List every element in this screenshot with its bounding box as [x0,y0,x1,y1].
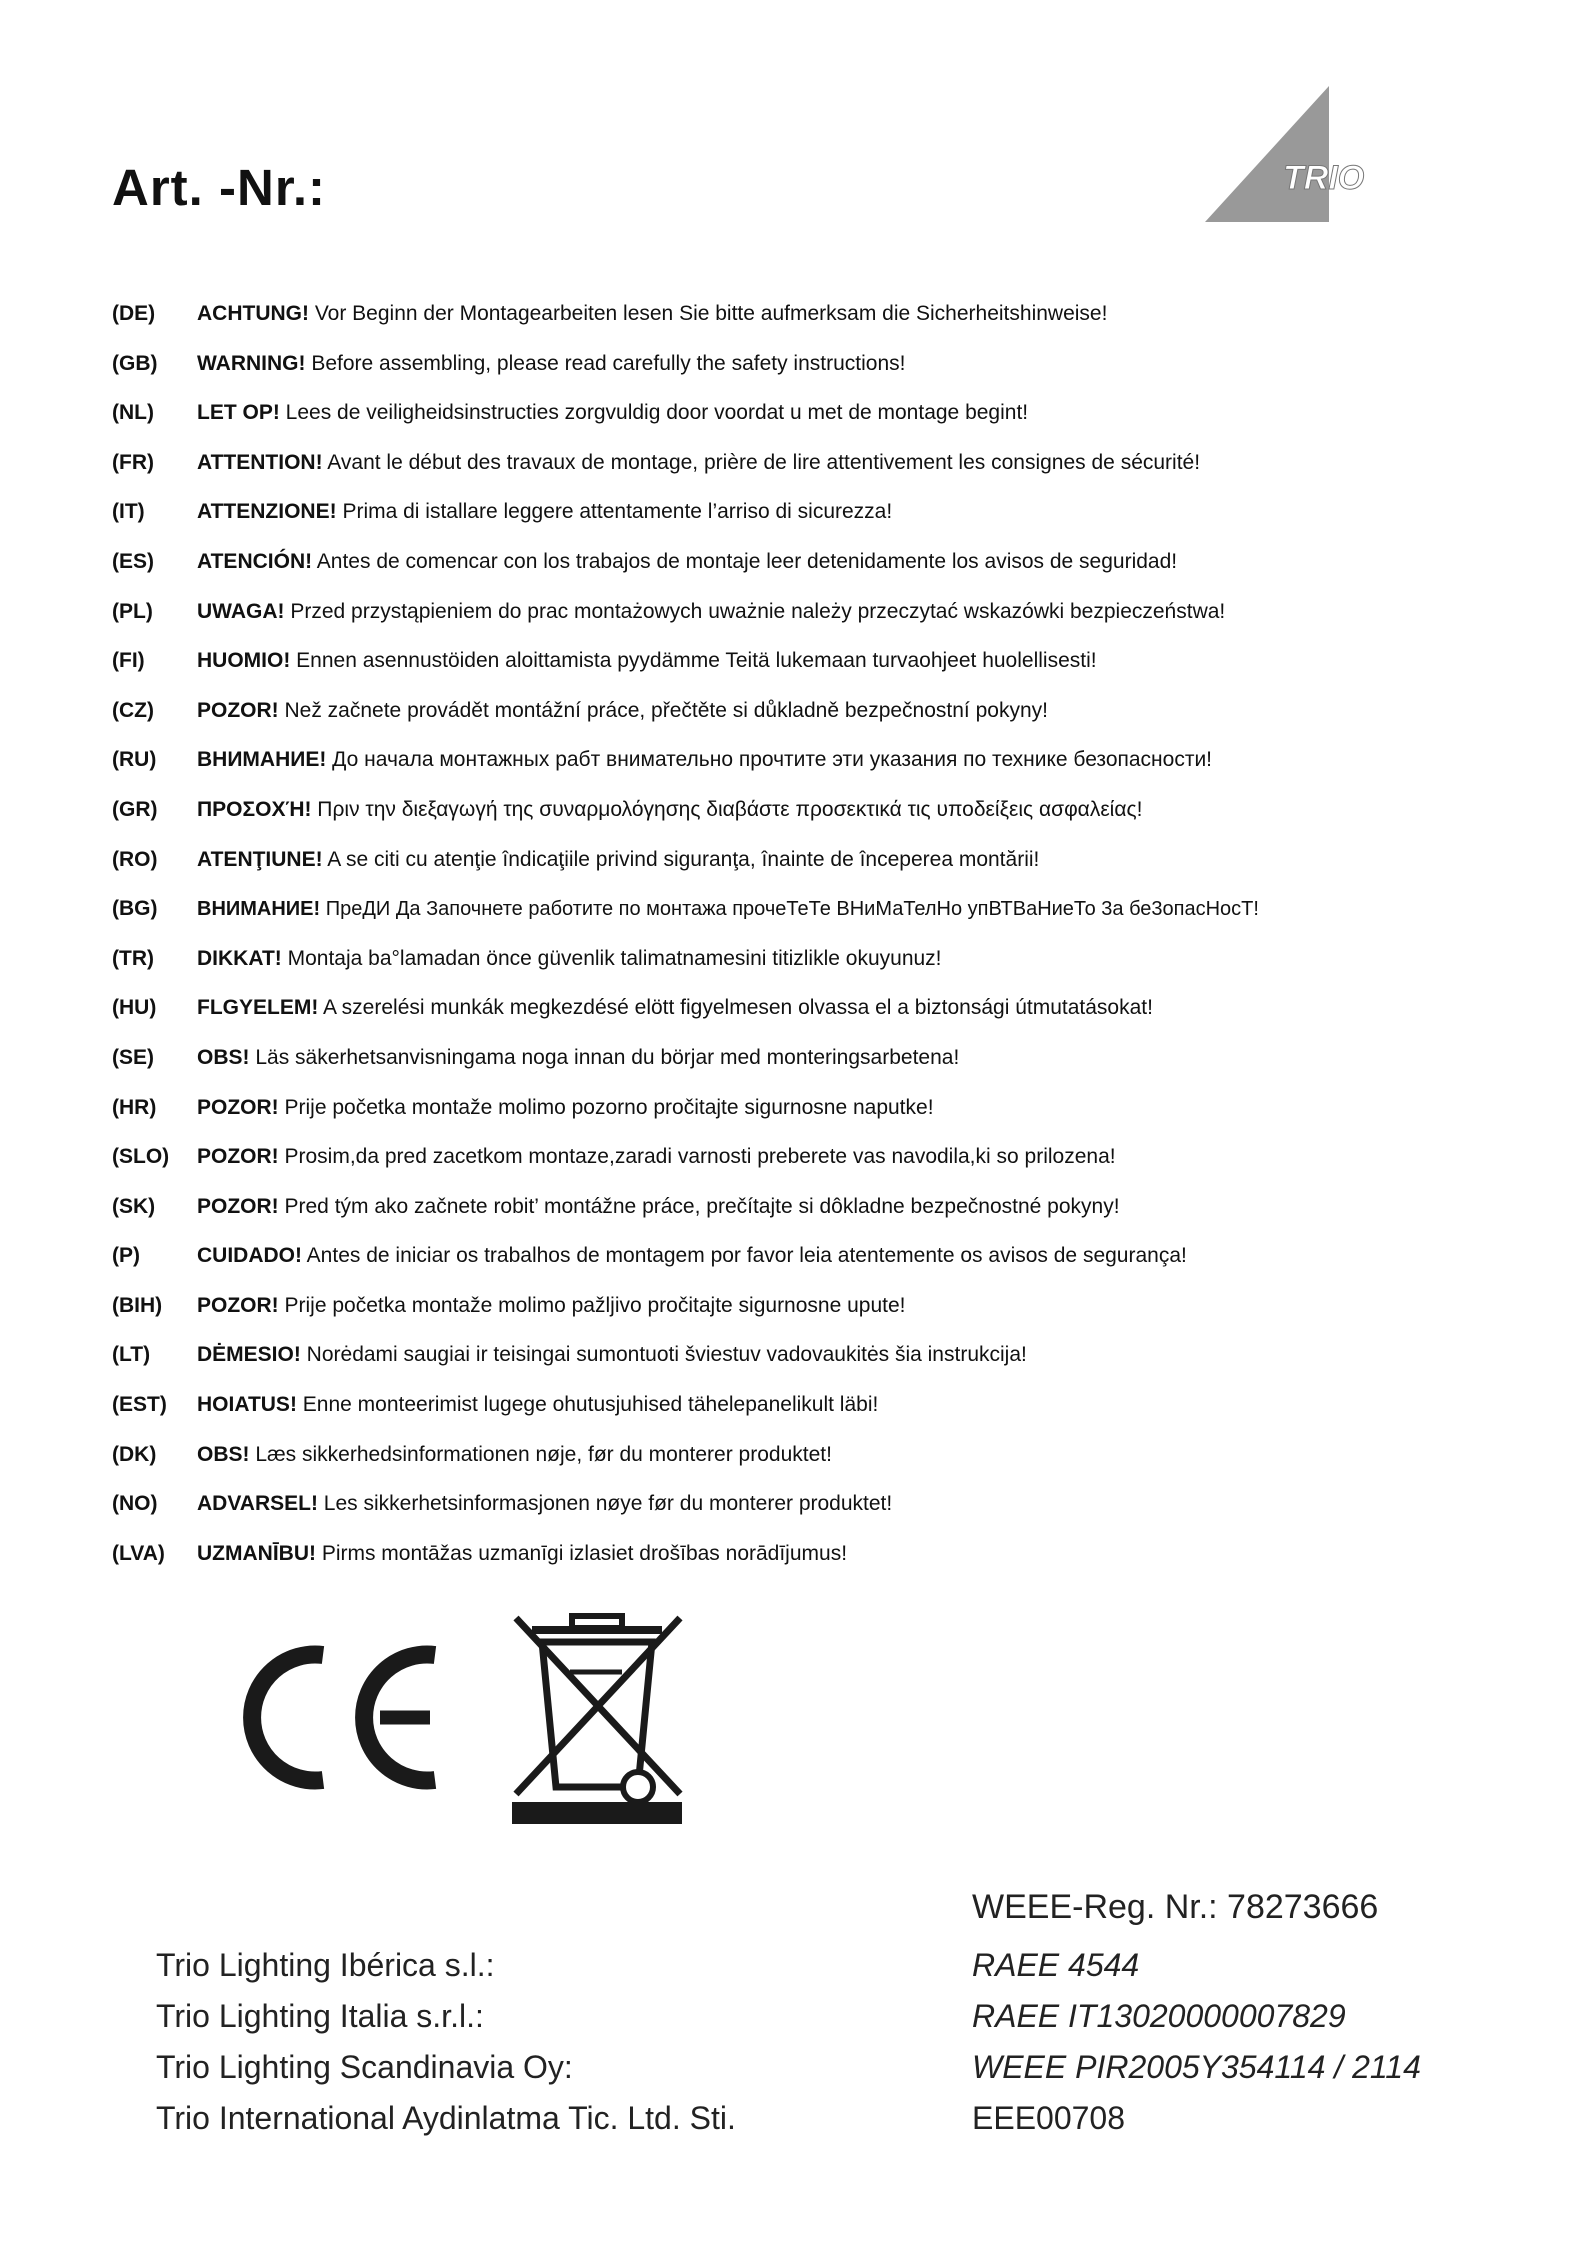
language-code: (PL) [112,599,153,623]
warning-message: Enne monteerimist lugege ohutusjuhised tähelepanelikult läbi! [296,1393,879,1417]
ce-letter-c [252,1655,323,1781]
warning-text [197,349,905,379]
warning-message: Läs säkerhetsanvisningama noga innan du börjar med monteringsarbetena! [249,1045,960,1069]
warning-keyword: HUOMIO! [197,649,291,673]
warning-keyword: HOIATUS! [197,1393,297,1417]
warning-keyword: ВНИМАНИЕ! [197,748,327,772]
warning-row-hu [112,993,1452,1043]
language-code: (P) [112,1244,140,1268]
warning-row-lt [112,1340,1452,1390]
warning-text [197,1043,959,1073]
warning-message: Vor Beginn der Montagearbeiten lesen Sie bitte aufmerksam die Sicherheitshinweise! [308,302,1108,325]
warning-message: Norėdami saugiai ir teisingai sumontuoti šviestuv vadovaukitės šia instrukcija! [300,1343,1027,1367]
warning-text [197,547,1177,577]
warning-row-gb [112,349,1452,399]
entity-name: Trio Lighting Ibérica s.l.: [156,1947,495,1983]
warning-text [197,993,1153,1023]
warning-message: Antes de comencar con los trabajos de montaje leer detenidamente los avisos de seguridad! [312,549,1178,573]
warning-row-sk [112,1192,1452,1242]
warning-row-de [112,299,1452,349]
bin-handle [572,1616,622,1628]
warning-message: Before assembling, please read carefully the safety instructions! [305,351,906,375]
warning-row-es [112,547,1452,597]
weee-crossed-bin-icon [510,1612,685,1824]
warning-message: Avant le début des travaux de montage, prière de lire attentivement les consignes de sécurité! [322,450,1201,474]
warning-row-pl [112,597,1452,647]
warning-row-hr [112,1093,1452,1143]
language-code: (GB) [112,351,158,375]
language-code: (GR) [112,797,158,821]
warning-text [197,1093,934,1123]
warning-text [197,448,1200,478]
warning-row-dk [112,1440,1452,1490]
warning-keyword: WARNING! [197,351,306,375]
warning-row-nl [112,398,1452,448]
warning-keyword: ATENŢIUNE! [197,847,323,871]
language-code: (LT) [112,1343,151,1367]
language-code: (LVA) [112,1541,165,1565]
warning-keyword: CUIDADO! [197,1244,302,1268]
warning-text [197,1390,878,1420]
language-code: (SK) [112,1194,156,1218]
warning-text [197,1440,832,1470]
warning-row-cz [112,696,1452,746]
warning-text [197,894,1259,924]
page-title: Art. -Nr.: [112,159,326,216]
language-code: (TR) [112,946,154,970]
warning-keyword: ATTENTION! [197,450,323,474]
warning-message: A se citi cu atenţie îndicaţiile privind siguranţa, înainte de începerea montării! [322,847,1040,871]
warning-row-fi [112,646,1452,696]
warning-row-fr [112,448,1452,498]
warning-keyword: DIKKAT! [197,946,282,970]
language-code: (RO) [112,847,158,871]
warning-text [197,1142,1116,1172]
warning-message: Prije početka montaže molimo pozorno pročitajte sigurnosne naputke! [278,1095,934,1119]
warning-message: Πριν την διεξαγωγή της συναρμολόγησης διαβάστε προσεκτικά τις υποδείξεις ασφαλείας! [311,797,1143,821]
bin-wheel [623,1772,653,1802]
warning-keyword: ADVARSEL! [197,1492,318,1516]
safety-warnings-list [112,299,1452,1588]
entity-registration: EEE00708 [972,2100,1126,2136]
warning-message: До начала монтажных рабт внимательно прочтите эти указания по технике безопасности! [326,748,1213,772]
warning-row-it [112,497,1452,547]
warning-row-lva [112,1539,1452,1589]
warning-message: Lees de veiligheidsinstructies zorgvuldig door voordat u met de montage begint! [279,401,1029,425]
language-code: (HU) [112,996,157,1020]
warning-keyword: ATTENZIONE! [197,500,337,524]
language-code: (SLO) [112,1145,170,1169]
warning-keyword: OBS! [197,1442,250,1466]
language-code: (CZ) [112,698,154,722]
weee-registration-number: WEEE-Reg. Nr.: 78273666 [972,1888,1379,1926]
warning-message: Prima di istallare leggere attentamente l’arriso di sicurezza! [336,500,893,524]
warning-keyword: ATENCIÓN! [197,549,313,573]
warning-text [197,1291,906,1321]
language-code: (FI) [112,649,145,673]
warning-text [197,1340,1027,1370]
warning-row-se [112,1043,1452,1093]
warning-row-no [112,1489,1452,1539]
warning-keyword: OBS! [197,1045,250,1069]
language-code: (ES) [112,549,154,573]
warning-message: Montaja ba°lamadan önce güvenlik talimatnamesini titizlikle okuyunuz! [281,946,942,970]
warning-row-tr [112,944,1452,994]
warning-text [197,646,1097,676]
warning-row-est [112,1390,1452,1440]
language-code: (BIH) [112,1293,163,1317]
entity-registration: RAEE IT13020000007829 [972,1998,1346,2034]
warning-text [197,497,892,527]
bin-underline-bar [512,1802,682,1824]
entity-name: Trio Lighting Scandinavia Oy: [156,2049,573,2085]
warning-keyword: FLGYELEM! [197,996,319,1020]
warning-message: Ennen asennustöiden aloittamista pyydämme Teitä lukemaan turvaohjeet huolellisesti! [290,649,1097,673]
warning-message: Prije početka montaže molimo pažljivo pročitajte sigurnosne upute! [278,1293,906,1317]
language-code: (HR) [112,1095,157,1119]
warning-text [197,1192,1120,1222]
language-code: (SE) [112,1045,154,1069]
language-code: (NO) [112,1492,158,1516]
entity-name: Trio Lighting Italia s.r.l.: [156,1998,484,2034]
warning-message: Než začnete provádět montážní práce, přečtěte si důkladně bezpečnostní pokyny! [278,698,1048,722]
warning-keyword: UZMANĪBU! [197,1541,316,1565]
warning-text [197,845,1039,875]
warning-text [197,398,1028,428]
logo-text: TRIO [1283,159,1365,197]
entity-registration: RAEE 4544 [972,1947,1140,1983]
warning-message: Antes de iniciar os trabalhos de montagem por favor leia atentemente os avisos de segurança! [302,1244,1187,1268]
warning-keyword: POZOR! [197,1145,279,1169]
language-code: (DE) [112,302,156,325]
warning-row-gr [112,795,1452,845]
warning-keyword: POZOR! [197,698,279,722]
language-code: (NL) [112,401,154,425]
entity-name: Trio International Aydinlatma Tic. Ltd. Sti. [156,2100,736,2136]
warning-row-ru [112,745,1452,795]
warning-text [197,597,1225,627]
warning-message: Prosim,da pred zacetkom montaze,zaradi varnosti preberete vas navodila,ki so prilozena! [278,1145,1116,1169]
language-code: (BG) [112,897,158,921]
warning-message: Pirms montāžas uzmanīgi izlasiet drošības norādījumus! [315,1541,848,1565]
warning-keyword: ΠΡΟΣΟΧΉ! [197,797,312,821]
warning-text [197,299,1107,329]
warning-keyword: POZOR! [197,1194,279,1218]
warning-keyword: POZOR! [197,1095,279,1119]
language-code: (IT) [112,500,145,524]
warning-text [197,1539,847,1569]
warning-text [197,944,942,974]
warning-keyword: DĖMESIO! [197,1343,301,1367]
entity-registration: WEEE PIR2005Y354114 / 2114 [972,2049,1421,2085]
warning-keyword: UWAGA! [197,599,285,623]
warning-text [197,696,1048,726]
warning-message: Przed przystąpieniem do prac montażowych uważnie należy przeczytać wskazówki bezpieczeństwa! [284,599,1226,623]
warning-message: Læs sikkerhedsinformationen nøje, før du monterer produktet! [249,1442,832,1466]
warning-message: ПреДИ Да Започнете работите по монтажа прочеТеТе ВНиМаТелНо упВТВаНиеТо 3а бе3опасНосТ! [320,898,1259,921]
warning-row-bih [112,1291,1452,1341]
warning-row-p [112,1241,1452,1291]
warning-keyword: LET OP! [197,401,280,425]
trio-logo [1205,86,1380,226]
warning-text [197,795,1142,825]
warning-message: A szerelési munkák megkezdésé elött figyelmesen olvassa el a biztonsági útmutatásokat! [318,996,1153,1020]
warning-row-slo [112,1142,1452,1192]
warning-row-ro [112,845,1452,895]
warning-text [197,745,1212,775]
warning-message: Les sikkerhetsinformasjonen nøye før du monterer produktet! [317,1492,893,1516]
warning-text [197,1489,892,1519]
warning-text [197,1241,1187,1271]
logo-triangle [1205,86,1329,222]
ce-mark-icon [230,1645,445,1790]
warning-row-bg [112,894,1452,944]
language-code: (EST) [112,1393,167,1417]
warning-keyword: ACHTUNG! [197,302,309,325]
warning-keyword: POZOR! [197,1293,279,1317]
language-code: (FR) [112,450,154,474]
warning-message: Pred tým ako začnete robit’ montážne práce, prečítajte si dôkladne bezpečnostné pokyny! [278,1194,1120,1218]
language-code: (RU) [112,748,157,772]
language-code: (DK) [112,1442,157,1466]
warning-keyword: ВНИМАНИЕ! [197,898,321,921]
